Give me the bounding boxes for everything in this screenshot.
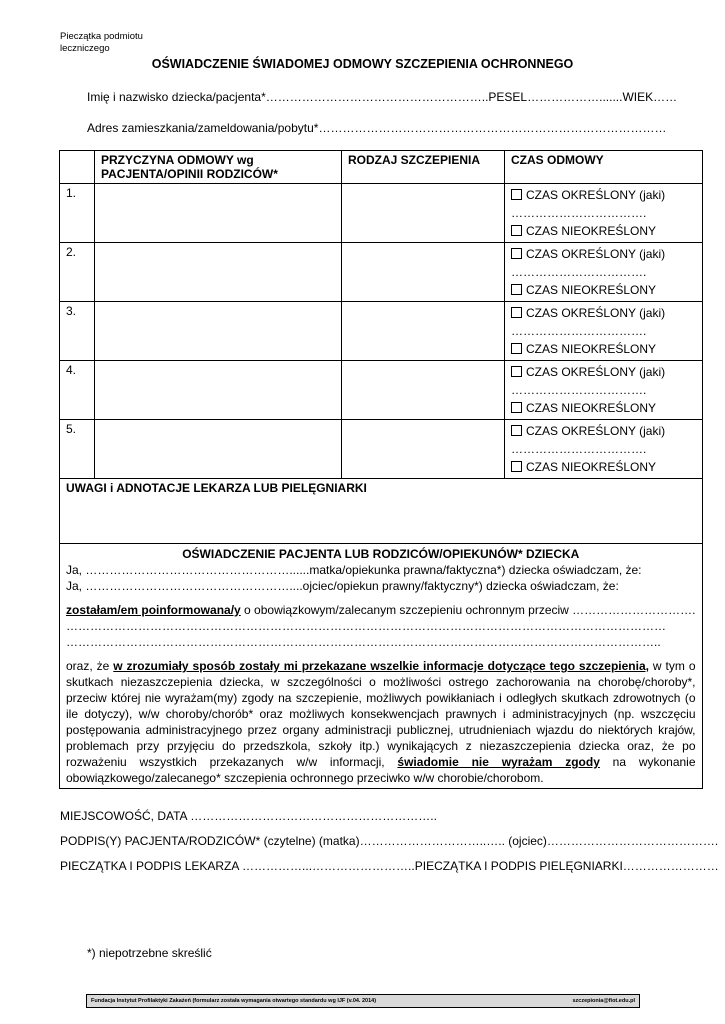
vaccine-kind-cell[interactable] bbox=[342, 243, 505, 302]
reason-cell[interactable] bbox=[95, 184, 342, 243]
child-name-field[interactable]: Imię i nazwisko dziecka/pacjenta*………………………………………………..PESEL……………….......WIEK…… bbox=[87, 90, 678, 104]
vaccine-kind-cell[interactable] bbox=[342, 420, 505, 479]
vaccine-kind-header: RODZAJ SZCZEPIENIA bbox=[342, 151, 505, 184]
checkbox[interactable] bbox=[511, 461, 522, 472]
row-number: 4. bbox=[60, 361, 95, 420]
row-number: 1. bbox=[60, 184, 95, 243]
reason-cell[interactable] bbox=[95, 361, 342, 420]
notes-cell[interactable]: UWAGI i ADNOTACJE LEKARZA LUB PIELĘGNIARKI bbox=[60, 479, 703, 544]
vaccine-kind-cell[interactable] bbox=[342, 361, 505, 420]
footer-email: szczepionia@fiot.edu.pl bbox=[572, 998, 635, 1004]
table-row bbox=[60, 184, 703, 243]
vaccine-kind-cell[interactable] bbox=[342, 302, 505, 361]
declaration-body: oraz, że w zrozumiały sposób zostały mi przekazane wszelkie informacje dotyczące tego szczepienia, w tym o skutkach niezaszczepienia dziecka, w szczególności o możliwości ostrego zachorowania na chorobę/choroby*, przeciw której nie wyrażam(my) zgody na szczepienie, możliwych powikłaniach i odległych skutkach zdrowotnych (o ile dotyczy), w/w choroby/chorób* oraz możliwych konsekwencjach prawnych i administracyjnych (np. wszczęciu postępowania administracyjnego przez organy administracji publicznej, utrudnieniach wjazdu do niektórych krajów, problemach przy przyjęciu do przedszkola, szkoły itp.) wynikających z niezaszczepienia dziecka oraz, że po rozważeniu wszystkich przekazanych w/w informacji, świadomie nie wyrażam zgody na wykonanie obowiązkowego/zalecanego* szczepienia ochronnego przeciwko w/w chorobie/chorobom. bbox=[66, 659, 696, 785]
page-footer bbox=[86, 994, 640, 1008]
staff-signature-field[interactable]: PIECZĄTKA I PODPIS LEKARZA ……………...……………………..PIECZĄTKA I PODPIS PIELĘGNIARKI…………………… bbox=[60, 859, 719, 873]
parents-signature-field[interactable]: PODPIS(Y) PACJENTA/RODZICÓW* (czytelne) (matka)…………………………..….. (ojciec)……………………………………. bbox=[60, 834, 719, 848]
table-row bbox=[60, 361, 703, 420]
dots-line[interactable]: ………………………………………………………………………………………………………………………………….. bbox=[66, 635, 661, 649]
row-number: 5. bbox=[60, 420, 95, 479]
number-header bbox=[60, 151, 95, 184]
checkbox[interactable] bbox=[511, 425, 522, 436]
place-date-field[interactable]: MIEJSCOWOŚĆ, DATA …………………………………………………….. bbox=[60, 809, 437, 823]
reason-cell[interactable] bbox=[95, 302, 342, 361]
table-row bbox=[60, 302, 703, 361]
address-field[interactable]: Adres zamieszkania/zameldowania/pobytu*…………………………………………………………………………… bbox=[87, 121, 667, 135]
reason-header: PRZYCZYNA ODMOWY wg PACJENTA/OPINII RODZICÓW* bbox=[95, 151, 342, 184]
footnote: *) niepotrzebne skreślić bbox=[87, 946, 212, 960]
father-line[interactable]: Ja, ……………………………………………....ojciec/opiekun prawny/faktyczny*) dziecka oświadczam, że: bbox=[66, 579, 619, 593]
refusal-time-cell: CZAS OKREŚLONY (jaki) ……………………………. CZAS NIEOKREŚLONY bbox=[505, 361, 703, 420]
checkbox[interactable] bbox=[511, 225, 522, 236]
reason-cell[interactable] bbox=[95, 243, 342, 302]
reason-cell[interactable] bbox=[95, 420, 342, 479]
footer-left-text: Fundacja Instytut Profilaktyki Zakażeń (formularz została wymagania otwartego standardu wg IJF (v.04. 2014) bbox=[91, 998, 377, 1004]
declaration-title: OŚWIADCZENIE PACJENTA LUB RODZICÓW/OPIEKUNÓW* DZIECKA bbox=[182, 547, 580, 561]
table-row bbox=[60, 420, 703, 479]
checkbox[interactable] bbox=[511, 402, 522, 413]
mother-line[interactable]: Ja, ……………………………………………......matka/opiekunka prawna/faktyczna*) dziecka oświadczam, że: bbox=[66, 563, 642, 577]
declaration-row bbox=[60, 544, 703, 789]
declaration-cell bbox=[60, 544, 703, 789]
row-number: 2. bbox=[60, 243, 95, 302]
refusal-time-header: CZAS ODMOWY bbox=[505, 151, 703, 184]
checkbox[interactable] bbox=[511, 343, 522, 354]
table-header-row bbox=[60, 151, 703, 184]
stamp-label: Pieczątka podmiotu leczniczego bbox=[60, 31, 143, 54]
refusal-time-cell: CZAS OKREŚLONY (jaki) ……………………………. CZAS NIEOKREŚLONY bbox=[505, 184, 703, 243]
checkbox[interactable] bbox=[511, 307, 522, 318]
checkbox[interactable] bbox=[511, 366, 522, 377]
row-number: 3. bbox=[60, 302, 95, 361]
informed-line[interactable]: zostałam/em poinformowana/y o obowiązkowym/zalecanym szczepieniu ochronnym przeciw …………………………. bbox=[66, 603, 696, 617]
refusal-time-cell: CZAS OKREŚLONY (jaki) ……………………………. CZAS NIEOKREŚLONY bbox=[505, 420, 703, 479]
checkbox[interactable] bbox=[511, 248, 522, 259]
checkbox[interactable] bbox=[511, 284, 522, 295]
checkbox[interactable] bbox=[511, 189, 522, 200]
dots-line[interactable]: …………………………………………………………………………………………………………………………………… bbox=[66, 619, 666, 633]
refusal-time-cell: CZAS OKREŚLONY (jaki) ……………………………. CZAS NIEOKREŚLONY bbox=[505, 302, 703, 361]
document-title: OŚWIADCZENIE ŚWIADOMEJ ODMOWY SZCZEPIENIA OCHRONNEGO bbox=[151, 57, 574, 71]
table-row bbox=[60, 243, 703, 302]
notes-row bbox=[60, 479, 703, 544]
refusal-time-cell: CZAS OKREŚLONY (jaki) ……………………………. CZAS NIEOKREŚLONY bbox=[505, 243, 703, 302]
vaccine-kind-cell[interactable] bbox=[342, 184, 505, 243]
refusal-table bbox=[59, 150, 703, 789]
